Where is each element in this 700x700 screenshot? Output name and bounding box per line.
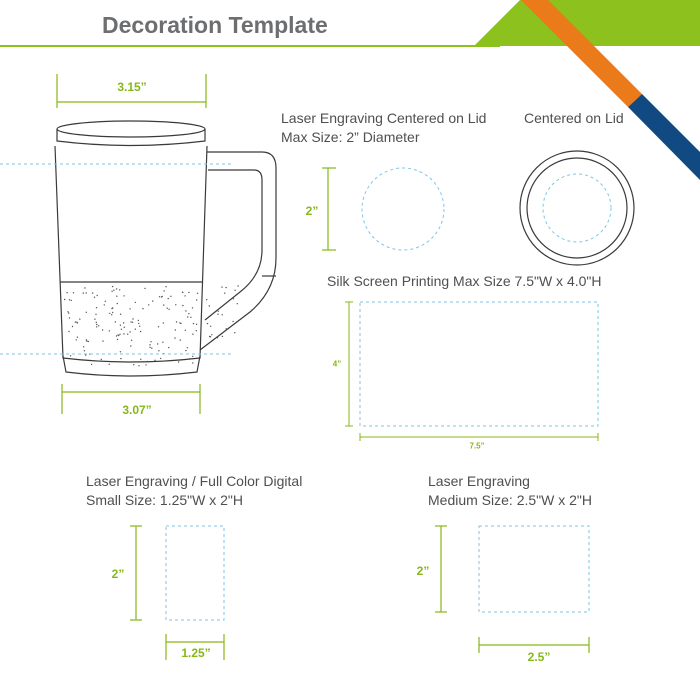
speckle-dot xyxy=(157,343,158,344)
speckle-dot xyxy=(237,285,238,286)
speckle-dot xyxy=(111,314,112,315)
speckle-dot xyxy=(160,358,161,359)
lid-engraving-height-label: 2” xyxy=(305,204,319,218)
mug-top-width-label: 3.15” xyxy=(117,80,147,94)
speckle-dot xyxy=(224,293,225,294)
mug-handle-inner xyxy=(205,170,262,320)
medium-area-width-label: 2.5” xyxy=(527,650,551,664)
small-engraving-area xyxy=(166,526,224,620)
speckle-dot xyxy=(70,355,71,356)
mug-bottom-width-label: 3.07” xyxy=(122,403,152,417)
small-area-caption xyxy=(86,472,302,510)
speckle-dot xyxy=(149,347,150,348)
speckle-dot xyxy=(131,340,132,341)
speckle-dot xyxy=(117,339,118,340)
speckle-dot xyxy=(151,348,152,349)
speckle-dot xyxy=(225,287,226,288)
speckle-dot xyxy=(150,341,151,342)
speckle-dot xyxy=(86,339,87,340)
speckle-dot xyxy=(115,321,116,322)
medium-area-caption xyxy=(428,472,592,510)
silk-screen-height-label: 4” xyxy=(332,359,342,369)
speckle-dot xyxy=(75,321,76,322)
speckle-dot xyxy=(142,308,143,309)
speckle-dot xyxy=(112,286,113,287)
speckle-dot xyxy=(111,308,112,309)
speckle-dot xyxy=(180,339,181,340)
speckle-dot xyxy=(196,330,197,331)
speckle-dot xyxy=(175,329,176,330)
speckle-dot xyxy=(185,330,186,331)
speckle-dot xyxy=(124,327,125,328)
page-title: Decoration Template xyxy=(102,12,328,38)
speckle-dot xyxy=(76,322,77,323)
speckle-dot xyxy=(119,289,120,290)
speckle-dot xyxy=(234,332,235,333)
speckle-dot xyxy=(196,299,197,300)
speckle-dot xyxy=(123,333,124,334)
speckle-dot xyxy=(123,295,124,296)
speckle-dot xyxy=(102,340,103,341)
speckle-dot xyxy=(84,350,85,351)
speckle-dot xyxy=(120,351,121,352)
speckle-dot xyxy=(210,326,211,327)
speckle-dot xyxy=(237,303,238,304)
speckle-dot xyxy=(76,339,77,340)
speckle-dot xyxy=(92,292,93,293)
speckle-dot xyxy=(88,341,89,342)
speckle-dot xyxy=(140,331,141,332)
speckle-dot xyxy=(168,347,169,348)
medium-area-caption-line2: Medium Size: 2.5"W x 2"H xyxy=(428,492,592,508)
speckle-dot xyxy=(176,321,177,322)
speckle-dot xyxy=(170,296,171,297)
header-blue-stripe xyxy=(628,94,700,180)
lid-engraving-height-dimension xyxy=(322,168,336,250)
speckle-dot xyxy=(221,286,222,287)
speckle-dot xyxy=(209,336,210,337)
speckle-dot xyxy=(105,301,106,302)
speckle-dot xyxy=(80,359,81,360)
speckle-dot xyxy=(147,361,148,362)
speckle-dot xyxy=(182,305,183,306)
mug-base xyxy=(63,356,200,376)
speckle-dot xyxy=(174,337,175,338)
speckle-dot xyxy=(132,318,133,319)
small-area-width-label: 1.25” xyxy=(181,646,211,660)
speckle-dot xyxy=(127,334,128,335)
speckle-dot xyxy=(167,308,168,309)
speckle-dot xyxy=(94,319,95,320)
speckle-dot xyxy=(96,324,97,325)
speckle-dot xyxy=(129,331,130,332)
mug-body xyxy=(55,146,207,362)
speckle-dot xyxy=(129,308,130,309)
speckle-dot xyxy=(184,295,185,296)
speckle-dot xyxy=(207,323,208,324)
speckle-dot xyxy=(217,314,218,315)
speckle-dot xyxy=(192,356,193,357)
medium-area-caption-line1: Laser Engraving xyxy=(428,473,530,489)
speckle-dot xyxy=(79,318,80,319)
medium-engraving-area xyxy=(479,526,589,612)
speckle-dot xyxy=(226,328,227,329)
speckle-dot xyxy=(102,329,103,330)
speckle-dot xyxy=(83,292,84,293)
speckle-dot xyxy=(175,304,176,305)
silk-screen-width-label: 7.5” xyxy=(469,441,485,451)
speckle-dot xyxy=(187,347,188,348)
speckle-dot xyxy=(97,295,98,296)
speckle-dot xyxy=(91,364,92,365)
medium-area-height-dimension xyxy=(435,526,447,612)
speckle-dot xyxy=(133,364,134,365)
speckle-dot xyxy=(222,314,223,315)
speckle-dot xyxy=(138,323,139,324)
speckle-dot xyxy=(140,359,141,360)
speckle-dot xyxy=(149,344,150,345)
speckle-dot xyxy=(158,326,159,327)
speckle-dot xyxy=(233,298,234,299)
speckle-dot xyxy=(163,322,164,323)
speckle-dot xyxy=(121,329,122,330)
speckle-dot xyxy=(69,317,70,318)
speckle-dot xyxy=(138,320,139,321)
small-area-caption-line1: Laser Engraving / Full Color Digital xyxy=(86,473,303,489)
speckle-dot xyxy=(218,311,219,312)
speckle-dot xyxy=(72,326,73,327)
speckle-dot xyxy=(185,350,186,351)
speckle-dot xyxy=(116,288,117,289)
speckle-dot xyxy=(98,325,99,326)
speckle-dot xyxy=(104,304,105,305)
silk-screen-caption: Silk Screen Printing Max Size 7.5"W x 4.0"H xyxy=(327,273,602,289)
speckle-dot xyxy=(192,334,193,335)
speckle-dot xyxy=(96,326,97,327)
speckle-dot xyxy=(251,310,252,311)
small-area-caption-line2: Small Size: 1.25"W x 2"H xyxy=(86,492,243,508)
speckle-dot xyxy=(206,299,207,300)
speckle-dot xyxy=(96,322,97,323)
lid-engraving-caption-line2: Max Size: 2” Diameter xyxy=(281,129,420,145)
speckle-dot xyxy=(232,321,233,322)
lid-view-caption: Centered on Lid xyxy=(524,110,624,126)
speckle-dot xyxy=(68,331,69,332)
speckle-dot xyxy=(190,317,191,318)
speckle-dot xyxy=(101,359,102,360)
speckle-dot xyxy=(185,310,186,311)
speckle-dot xyxy=(158,350,159,351)
speckle-dot xyxy=(168,309,169,310)
speckle-dot xyxy=(73,292,74,293)
speckle-dot xyxy=(145,364,146,365)
speckle-dot xyxy=(154,360,155,361)
lid-engraving-area xyxy=(362,168,444,250)
speckle-dot xyxy=(182,292,183,293)
speckle-dot xyxy=(86,292,87,293)
speckle-dot xyxy=(123,322,124,323)
speckle-dot xyxy=(209,305,210,306)
lid-inner-circle xyxy=(527,158,627,258)
speckle-dot xyxy=(130,321,131,322)
speckle-dot xyxy=(120,325,121,326)
speckle-dot xyxy=(130,345,131,346)
speckle-dot xyxy=(85,354,86,355)
speckle-dot xyxy=(148,304,149,305)
speckle-dot xyxy=(211,334,212,335)
speckle-dot xyxy=(187,316,188,317)
lid-engraving-preview xyxy=(543,174,611,242)
speckle-dot xyxy=(109,330,110,331)
speckle-dot xyxy=(163,304,164,305)
speckle-dot xyxy=(67,311,68,312)
speckle-dot xyxy=(119,334,120,335)
speckle-dot xyxy=(196,324,197,325)
speckle-dot xyxy=(189,358,190,359)
speckle-dot xyxy=(117,303,118,304)
speckle-dot xyxy=(109,364,110,365)
speckle-dot xyxy=(83,346,84,347)
speckle-dot xyxy=(222,336,223,337)
mug-lid-top xyxy=(57,121,205,137)
speckle-dot xyxy=(77,337,78,338)
speckle-dot xyxy=(135,302,136,303)
speckle-dot xyxy=(163,290,164,291)
lid-engraving-caption xyxy=(281,109,486,147)
speckle-dot xyxy=(112,312,113,313)
speckle-dot xyxy=(144,288,145,289)
speckle-dot xyxy=(120,314,121,315)
speckle-dot xyxy=(68,312,69,313)
speckle-dot xyxy=(95,314,96,315)
speckle-dot xyxy=(111,291,112,292)
silk-screen-width-dimension xyxy=(360,433,598,441)
silk-screen-area xyxy=(360,302,598,426)
speckle-dot xyxy=(117,334,118,335)
speckle-dot xyxy=(86,312,87,313)
mug-illustration xyxy=(55,121,276,376)
speckle-dot xyxy=(66,292,67,293)
speckle-dot xyxy=(96,307,97,308)
speckle-dot xyxy=(188,313,189,314)
small-area-height-dimension xyxy=(130,526,142,620)
speckle-dot xyxy=(109,313,110,314)
speckle-dot xyxy=(178,361,179,362)
speckle-dot xyxy=(159,296,160,297)
speckle-dot xyxy=(179,322,180,323)
speckle-dot xyxy=(71,300,72,301)
speckle-dot xyxy=(192,307,193,308)
small-area-height-label: 2” xyxy=(111,567,125,581)
speckle-dot xyxy=(116,296,117,297)
speckle-dot xyxy=(193,323,194,324)
speckle-dot xyxy=(120,358,121,359)
speckle-dot xyxy=(116,335,117,336)
speckle-dot xyxy=(161,296,162,297)
speckle-dot xyxy=(217,337,218,338)
speckle-dot xyxy=(113,290,114,291)
speckle-dot xyxy=(94,297,95,298)
speckle-dot xyxy=(234,290,235,291)
lid-outer-circle xyxy=(520,151,634,265)
speckle-dot xyxy=(132,322,133,323)
speckle-dot xyxy=(197,293,198,294)
speckle-dot xyxy=(135,329,136,330)
mug-handle-outer xyxy=(200,152,276,350)
speckle-dot xyxy=(84,287,85,288)
speckle-dot xyxy=(69,299,70,300)
speckle-dot xyxy=(162,342,163,343)
silk-screen-height-dimension xyxy=(345,302,353,426)
speckle-dot xyxy=(138,365,139,366)
lid-engraving-caption-line1: Laser Engraving Centered on Lid xyxy=(281,110,487,126)
speckle-dot xyxy=(152,300,153,301)
speckle-dot xyxy=(165,286,166,287)
speckle-dot xyxy=(188,292,189,293)
medium-area-height-label: 2” xyxy=(416,564,430,578)
speckle-dot xyxy=(192,362,193,363)
speckle-dot xyxy=(168,298,169,299)
speckle-dot xyxy=(139,326,140,327)
speckle-dot xyxy=(64,299,65,300)
